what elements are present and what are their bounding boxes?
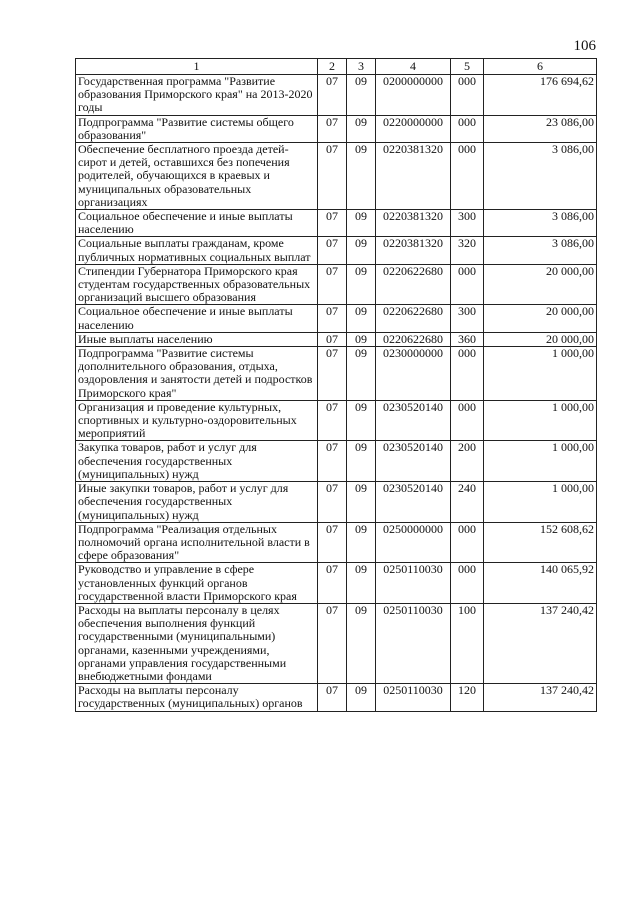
cell-sum: 140 065,92 [484,563,597,604]
cell-podrazdel: 09 [347,603,376,683]
cell-csr: 0220381320 [376,210,451,237]
cell-podrazdel: 09 [347,332,376,346]
cell-sum: 23 086,00 [484,115,597,142]
cell-name: Государственная программа "Развитие образования Приморского края" на 2013-2020 годы [76,75,318,116]
cell-podrazdel: 09 [347,441,376,482]
cell-csr: 0220622680 [376,305,451,332]
table-row [76,400,597,441]
cell-name: Организация и проведение культурных, спортивных и культурно-оздоровительных мероприятий [76,400,318,441]
table-header [76,59,597,75]
cell-name: Подпрограмма "Развитие системы дополнительного образования, отдыха, оздоровления и занятости детей и подростков Приморского края" [76,347,318,401]
cell-csr: 0200000000 [376,75,451,116]
cell-csr: 0250110030 [376,603,451,683]
table-row [76,482,597,523]
cell-razdel: 07 [318,237,347,264]
table-row [76,75,597,116]
cell-razdel: 07 [318,347,347,401]
table-row [76,264,597,305]
column-header-sum: 6 [484,59,597,75]
cell-razdel: 07 [318,400,347,441]
table-row [76,332,597,346]
cell-sum: 137 240,42 [484,684,597,711]
cell-vr: 000 [451,75,484,116]
cell-name: Закупка товаров, работ и услуг для обеспечения государственных (муниципальных) нужд [76,441,318,482]
cell-podrazdel: 09 [347,237,376,264]
cell-csr: 0230520140 [376,441,451,482]
cell-csr: 0230000000 [376,347,451,401]
cell-csr: 0220622680 [376,264,451,305]
table-row [76,210,597,237]
cell-podrazdel: 09 [347,115,376,142]
table-row [76,603,597,683]
cell-razdel: 07 [318,305,347,332]
column-header-name: 1 [76,59,318,75]
cell-razdel: 07 [318,264,347,305]
cell-razdel: 07 [318,75,347,116]
cell-csr: 0220381320 [376,237,451,264]
cell-razdel: 07 [318,563,347,604]
cell-name: Иные выплаты населению [76,332,318,346]
cell-name: Подпрограмма "Реализация отдельных полномочий органа исполнительной власти в сфере образования" [76,522,318,563]
cell-podrazdel: 09 [347,347,376,401]
cell-vr: 200 [451,441,484,482]
table-row [76,441,597,482]
table-row [76,305,597,332]
cell-sum: 1 000,00 [484,482,597,523]
cell-name: Обеспечение бесплатного проезда детей-сирот и детей, оставшихся без попечения родителей, обучающихся в краевых и муниципальных образовательных организациях [76,143,318,210]
cell-csr: 0250000000 [376,522,451,563]
cell-razdel: 07 [318,482,347,523]
cell-name: Руководство и управление в сфере установленных функций органов государственной власти Приморского края [76,563,318,604]
table-row [76,347,597,401]
cell-vr: 100 [451,603,484,683]
cell-sum: 20 000,00 [484,264,597,305]
table-row [76,143,597,210]
cell-name: Социальное обеспечение и иные выплаты населению [76,210,318,237]
cell-sum: 3 086,00 [484,210,597,237]
cell-razdel: 07 [318,115,347,142]
column-header-csr: 4 [376,59,451,75]
cell-sum: 152 608,62 [484,522,597,563]
cell-vr: 000 [451,264,484,305]
cell-vr: 000 [451,143,484,210]
page-number: 106 [573,38,596,54]
cell-razdel: 07 [318,210,347,237]
cell-vr: 000 [451,563,484,604]
table-row [76,684,597,711]
cell-razdel: 07 [318,522,347,563]
column-header-razdel: 2 [318,59,347,75]
cell-vr: 240 [451,482,484,523]
cell-sum: 20 000,00 [484,332,597,346]
cell-name: Стипендии Губернатора Приморского края студентам государственных образовательных организаций высшего образования [76,264,318,305]
cell-vr: 000 [451,400,484,441]
cell-vr: 360 [451,332,484,346]
budget-table [75,58,597,712]
column-header-podrazdel: 3 [347,59,376,75]
cell-razdel: 07 [318,603,347,683]
cell-name: Социальное обеспечение и иные выплаты населению [76,305,318,332]
cell-podrazdel: 09 [347,264,376,305]
header-row [76,59,597,75]
cell-csr: 0220000000 [376,115,451,142]
cell-sum: 1 000,00 [484,441,597,482]
cell-razdel: 07 [318,441,347,482]
cell-razdel: 07 [318,332,347,346]
cell-name: Расходы на выплаты персоналу в целях обеспечения выполнения функций государственными (муниципальными) органами, казенными учреждениями, органами управления государственными внебюджетными фондами [76,603,318,683]
cell-razdel: 07 [318,143,347,210]
table-row [76,522,597,563]
cell-csr: 0230520140 [376,400,451,441]
cell-podrazdel: 09 [347,400,376,441]
cell-vr: 300 [451,305,484,332]
cell-podrazdel: 09 [347,482,376,523]
cell-name: Подпрограмма "Развитие системы общего образования" [76,115,318,142]
table-body [76,75,597,712]
cell-podrazdel: 09 [347,210,376,237]
cell-name: Социальные выплаты гражданам, кроме публичных нормативных социальных выплат [76,237,318,264]
cell-vr: 000 [451,347,484,401]
cell-podrazdel: 09 [347,143,376,210]
column-header-vr: 5 [451,59,484,75]
cell-sum: 137 240,42 [484,603,597,683]
cell-razdel: 07 [318,684,347,711]
cell-sum: 1 000,00 [484,347,597,401]
table-row [76,563,597,604]
cell-csr: 0220622680 [376,332,451,346]
cell-podrazdel: 09 [347,563,376,604]
cell-vr: 000 [451,522,484,563]
table-row [76,115,597,142]
cell-vr: 000 [451,115,484,142]
cell-sum: 20 000,00 [484,305,597,332]
cell-sum: 176 694,62 [484,75,597,116]
cell-vr: 320 [451,237,484,264]
cell-podrazdel: 09 [347,305,376,332]
cell-sum: 3 086,00 [484,237,597,264]
cell-podrazdel: 09 [347,75,376,116]
cell-csr: 0250110030 [376,563,451,604]
cell-vr: 300 [451,210,484,237]
cell-csr: 0220381320 [376,143,451,210]
cell-csr: 0250110030 [376,684,451,711]
cell-podrazdel: 09 [347,684,376,711]
table-row [76,237,597,264]
cell-podrazdel: 09 [347,522,376,563]
cell-sum: 3 086,00 [484,143,597,210]
cell-sum: 1 000,00 [484,400,597,441]
cell-vr: 120 [451,684,484,711]
cell-name: Иные закупки товаров, работ и услуг для обеспечения государственных (муниципальных) нужд [76,482,318,523]
cell-name: Расходы на выплаты персоналу государственных (муниципальных) органов [76,684,318,711]
cell-csr: 0230520140 [376,482,451,523]
